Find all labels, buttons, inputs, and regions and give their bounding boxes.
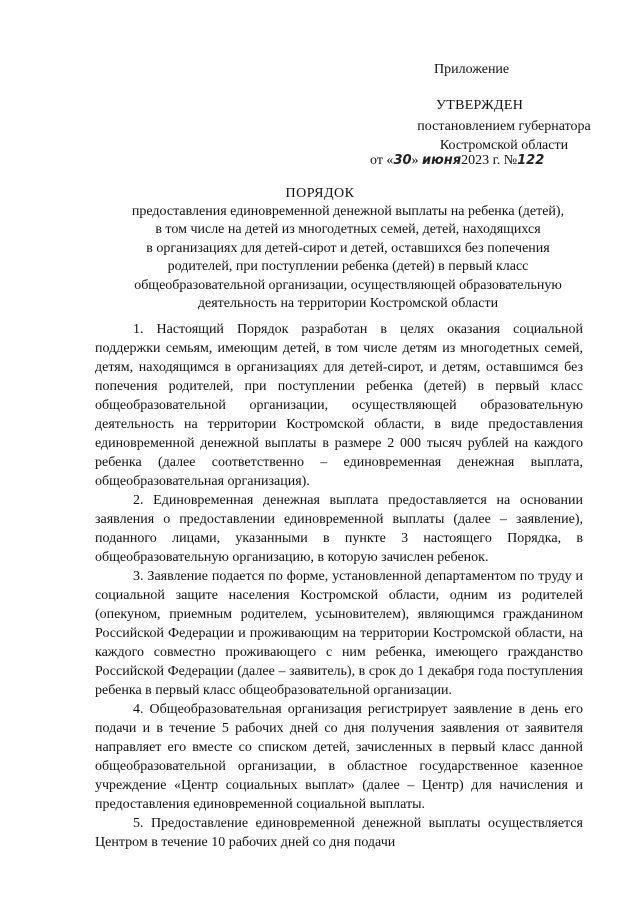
decree-reference <box>390 117 618 155</box>
subtitle-line: родителей, при поступлении ребенка (детей) в первый класс <box>167 259 529 275</box>
document-title: ПОРЯДОК <box>285 186 355 201</box>
paragraph-1: 1. Настоящий Порядок разработан в целях оказания социальной поддержки семьям, имеющим детей, в том числе детям из многодетных семей, детям, находящимся в организациях для детей-сирот, и детям, оставшимся без попечения родителей, при поступлении ребенка (детей) в первый класс общеобразовательной организации, осуществляющей образовательную деятельность на территории Костромской области, в виде предоставления единовременной денежной выплаты в размере 2 000 тысяч рублей на каждого ребенка (далее соответственно – единовременная денежная выплата, общеобразовательная организация). <box>95 322 583 489</box>
paragraph-5: 5. Предоставление единовременной денежной выплаты осуществляется Центром в течение 10 рабочих дней со дня подачи <box>95 816 583 850</box>
subtitle-line: предоставления единовременной денежной выплаты на ребенка (детей), <box>131 204 565 219</box>
paragraph-4: 4. Общеобразовательная организация регистрирует заявление в день его подачи и в течение 5 рабочих дней со дня получения заявления от заявителя направляет его вместе со списком детей, зачисленных в первый класс данной общеобразовательной организации, в областное государственное казенное учреждение «Центр социальных выплат» (далее – Центр) для начисления и предоставления единовременной социальной выплаты. <box>95 702 583 812</box>
subtitle-line: в том числе на детей из многодетных семей, детей, находящихся <box>155 222 541 238</box>
paragraph-3: 3. Заявление подается по форме, установленной департаментом по труду и социальной защите населения Костромской области, одним из родителей (опекуном, приемным родителем, усыновителем), являющимся гражданином Российской Федерации и проживающим на территории Костромской области, на каждого совместно проживающего с ним ребенка, имеющего гражданство Российской Федерации (далее – заявитель), в срок до 1 декабря года поступления ребенка в первый класс общеобразовательной организации. <box>95 569 583 698</box>
decree-line-2: Костромской области <box>439 138 569 153</box>
handwritten-day: 30 <box>393 153 412 168</box>
subtitle-line: общеобразовательной организации, осуществляющей образовательную <box>134 277 562 293</box>
document-body <box>95 320 583 852</box>
date-year: 2023 г. № <box>461 153 518 168</box>
approved-label: УТВЕРЖДЕН <box>436 98 524 113</box>
date-separator: » <box>411 153 419 168</box>
decree-line-1: постановлением губернатора <box>417 119 591 134</box>
document-subtitle <box>100 203 596 313</box>
handwritten-number: 122 <box>517 153 545 168</box>
handwritten-month: июня <box>422 153 462 168</box>
paragraph-2: 2. Единовременная денежная выплата предоставляется на основании заявления о предоставлении единовременной выплаты (далее – заявление), поданного лицами, указанными в пункте 3 настоящего Порядка, в общеобразовательную организацию, в которую зачислен ребенок. <box>95 493 583 565</box>
decree-date-line <box>370 153 544 169</box>
date-prefix: от « <box>370 153 394 168</box>
subtitle-line: деятельность на территории Костромской области <box>197 296 499 312</box>
appendix-label: Приложение <box>434 62 510 77</box>
subtitle-line: в организациях для детей-сирот и детей, оставшихся без попечения <box>146 240 550 256</box>
